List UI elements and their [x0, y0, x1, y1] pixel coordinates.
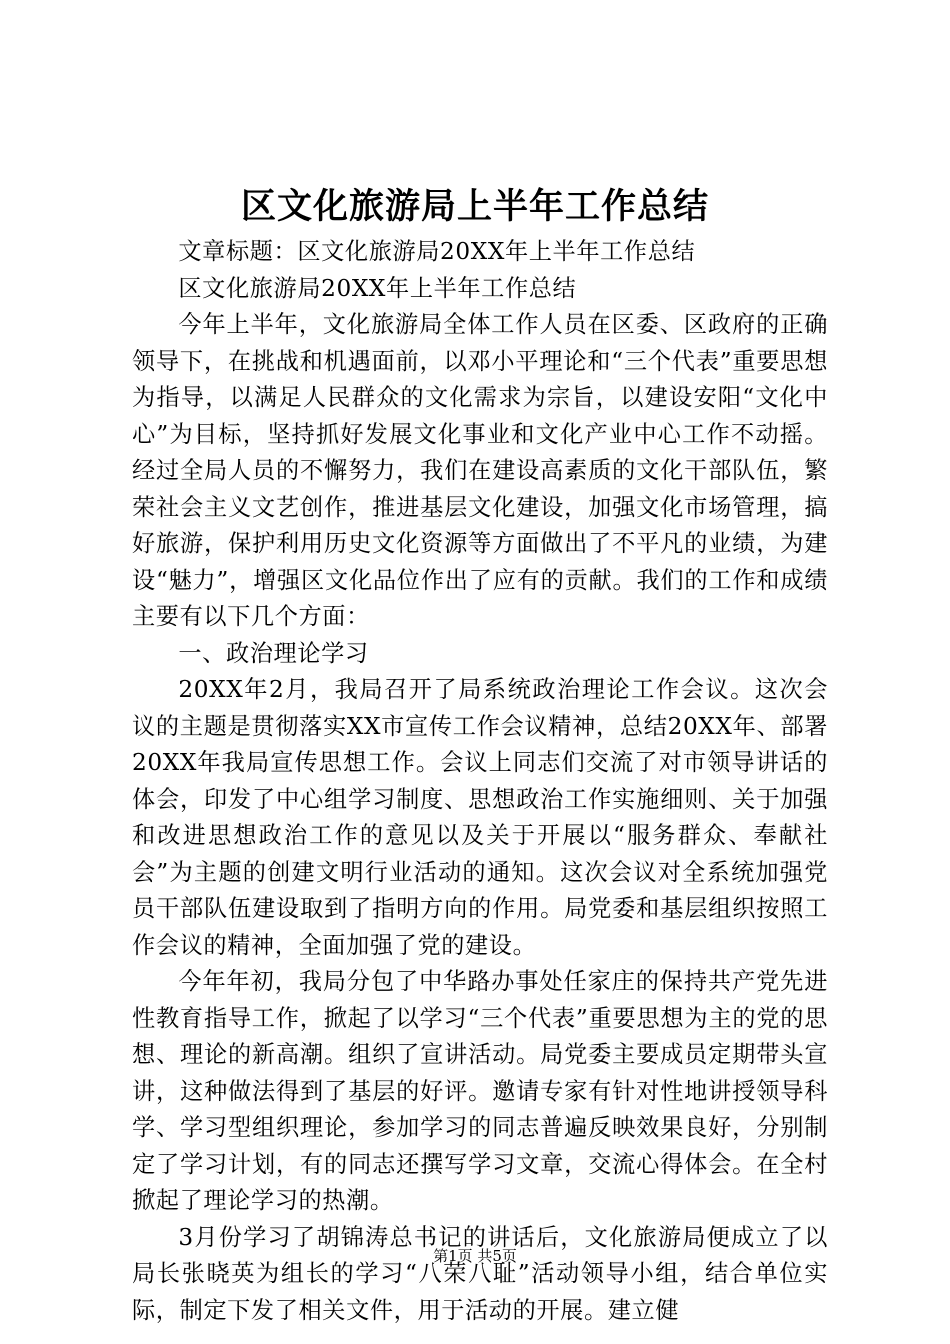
paragraph-education: 今年年初，我局分包了中华路办事处任家庄的保持共产党先进性教育指导工作，掀起了以学习“三个代表”重要思想为主的党的思想、理论的新高潮。组织了宣讲活动。局党委主要成员定期带头宣讲，这种做法得到了基层的好评。邀请专家有针对性地讲授领导科学、学习型组织理论，参加学习的同志普遍反映效果良好，分别制定了学习计划，有的同志还撰写学习文章，交流心得体会。在全村掀起了理论学习的热潮。	[132, 968, 828, 1214]
paragraph-article-title: 文章标题：区文化旅游局20XX年上半年工作总结	[178, 238, 696, 265]
paragraph-meeting: 20XX年2月，我局召开了局系统政治理论工作会议。这次会议的主题是贯彻落实XX市宣传工作会议精神，总结20XX年、部署20XX年我局宣传思想工作。会议上同志们交流了对市领导讲话的体会，印发了中心组学习制度、思想政治工作实施细则、关于加强和改进思想政治工作的意见以及关于开展以“服务群众、奉献社会”为主题的创建文明行业活动的通知。这次会议对全系统加强党员干部队伍建设取到了指明方向的作用。局党委和基层组织按照工作会议的精神，全面加强了党的建设。	[132, 676, 828, 959]
paragraph-march-study: 3月份学习了胡锦涛总书记的讲话后，文化旅游局便成立了以局长张晓英为组长的学习“八荣八耻”活动领导小组，结合单位实际，制定下发了相关文件，用于活动的开展。建立健	[132, 1223, 828, 1324]
paragraph-intro: 今年上半年，文化旅游局全体工作人员在区委、区政府的正确领导下，在挑战和机遇面前，以邓小平理论和“三个代表”重要思想为指导，以满足人民群众的文化需求为宗旨，以建设安阳“文化中心”为目标，坚持抓好发展文化事业和文化产业中心工作不动摇。经过全局人员的不懈努力，我们在建设高素质的文化干部队伍，繁荣社会主义文艺创作，推进基层文化建设，加强文化市场管理，搞好旅游，保护利用历史文化资源等方面做出了不平凡的业绩，为建设“魅力”，增强区文化品位作出了应有的贡献。我们的工作和成绩主要有以下几个方面：	[132, 311, 828, 630]
document-title: 区文化旅游局上半年工作总结	[240, 186, 709, 227]
document-body	[132, 234, 828, 1329]
paragraph-subtitle: 区文化旅游局20XX年上半年工作总结	[178, 274, 577, 302]
page-footer: 第1页 共5页	[433, 1247, 517, 1265]
section-heading-political-study: 一、政治理论学习	[178, 639, 369, 667]
